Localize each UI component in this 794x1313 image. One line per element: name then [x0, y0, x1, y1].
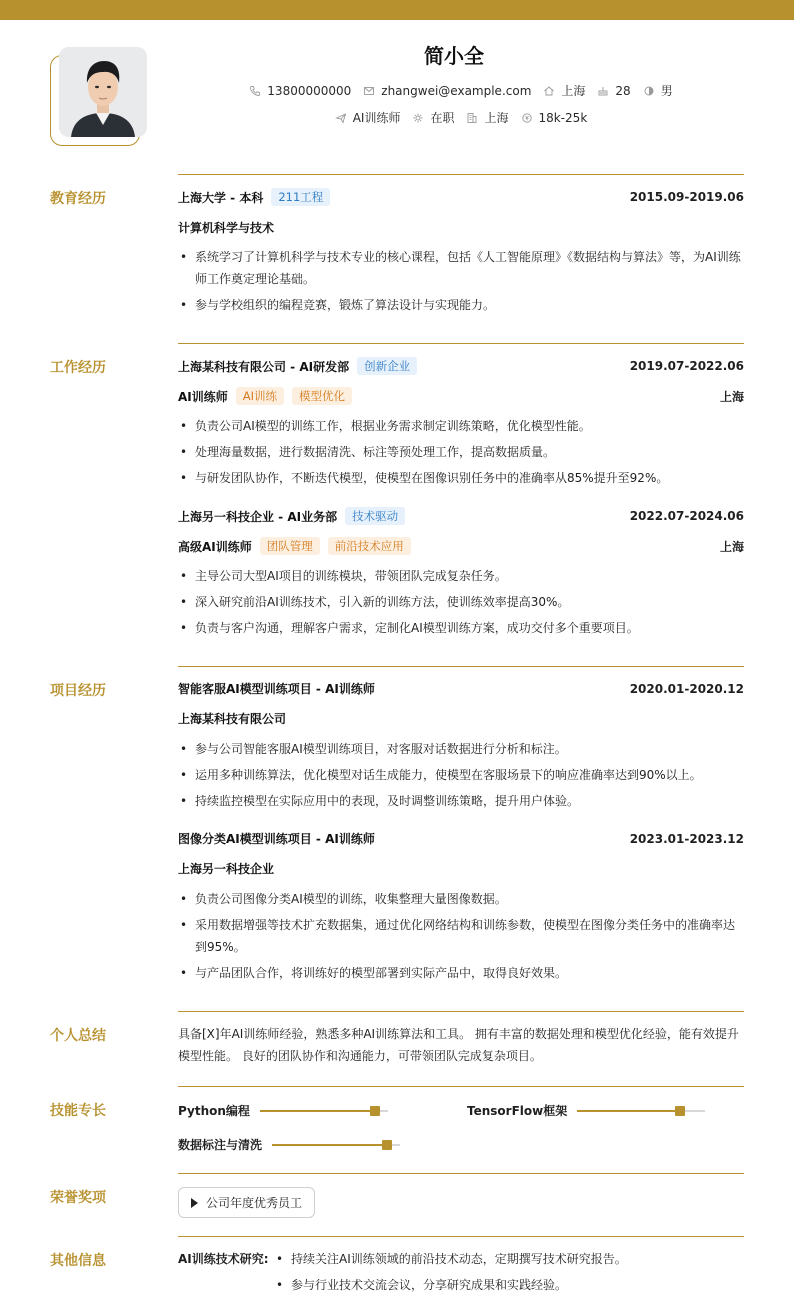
work-date: 2019.07-2022.06	[629, 359, 744, 373]
target-city-text: 上海	[484, 111, 509, 125]
other-section-title: 其他信息	[50, 1253, 106, 1269]
project-header	[178, 680, 744, 697]
project-company: 上海某科技有限公司	[178, 712, 287, 726]
other-bullet: • 持续关注AI训练领域的前沿技术动态，定期撰写技术研究报告。	[274, 1248, 627, 1270]
mail-icon	[363, 85, 375, 97]
project-bullet: • 运用多种训练算法，优化模型对话生成能力，使模型在客服场景下的响应准确率达到90%以上。	[178, 764, 744, 786]
status-item	[412, 109, 454, 126]
education-header	[178, 188, 744, 206]
email-item	[363, 84, 531, 98]
other-bullet: • 参与行业技术交流会议，分享研究成果和实践经验。	[274, 1274, 567, 1296]
work-city: 上海	[719, 389, 744, 404]
project-title: 智能客服AI模型训练项目 - AI训练师	[178, 682, 375, 696]
award-item[interactable]	[178, 1187, 315, 1218]
project-company: 上海另一科技企业	[178, 862, 275, 876]
job-row	[178, 109, 744, 126]
work-section-title: 工作经历	[50, 360, 106, 376]
phone-text: 13800000000	[267, 83, 352, 98]
role-title: AI训练师	[178, 389, 228, 404]
other-label: AI训练技术研究:	[178, 1252, 269, 1266]
email-text: zhangwei@example.com	[381, 83, 532, 98]
work-bullet: • 负责公司AI模型的训练工作，根据业务需求制定训练策略，优化模型性能。	[178, 415, 744, 437]
send-icon	[335, 112, 347, 124]
contact-row	[178, 82, 744, 99]
project-bullet: • 参与公司智能客服AI模型训练项目，对客服对话数据进行分析和标注。	[178, 738, 744, 760]
school-tag: 211工程	[271, 188, 330, 206]
work-bullet: • 深入研究前沿AI训练技术，引入新的训练方法，使训练效率提高30%。	[178, 591, 744, 613]
gear-icon	[412, 112, 424, 124]
job-title-text: AI训练师	[352, 111, 401, 125]
education-divider	[178, 174, 744, 175]
building-icon	[466, 112, 478, 124]
location-item	[543, 82, 585, 99]
skill-item	[178, 1136, 400, 1153]
cake-icon	[597, 85, 609, 97]
education-section-title: 教育经历	[50, 191, 106, 207]
skill-bar-fill	[577, 1110, 679, 1112]
work-date: 2022.07-2024.06	[629, 509, 744, 523]
work-bullet: • 负责与客户沟通，理解客户需求，定制化AI模型训练方案，成功交付多个重要项目。	[178, 617, 744, 639]
skills-section-title: 技能专长	[50, 1103, 106, 1119]
work-bullet: • 主导公司大型AI项目的训练模块，带领团队完成复杂任务。	[178, 565, 744, 587]
work-role-row	[178, 387, 744, 405]
project-date: 2023.01-2023.12	[629, 831, 744, 846]
salary-item	[521, 111, 588, 125]
role-tag: 前沿技术应用	[328, 537, 411, 555]
awards-section-title: 荣誉奖项	[50, 1190, 106, 1206]
project-bullet: • 采用数据增强等技术扩充数据集，通过优化网络结构和训练参数，使模型在图像分类任务中的准确率达到95%。	[178, 914, 744, 958]
top-accent-bar	[0, 0, 794, 20]
skill-bar-fill	[260, 1110, 375, 1112]
skill-item	[178, 1102, 388, 1119]
major-row	[178, 219, 744, 236]
awards-divider	[178, 1173, 744, 1174]
home-icon	[543, 85, 555, 97]
skills-divider	[178, 1086, 744, 1087]
gender-item	[643, 82, 673, 99]
skill-name: TensorFlow框架	[467, 1104, 568, 1118]
skill-bar-knob	[675, 1106, 685, 1116]
candidate-name: 简小全	[424, 44, 484, 68]
project-date: 2020.01-2020.12	[629, 681, 744, 696]
gender-text: 男	[660, 84, 673, 98]
project-title: 图像分类AI模型训练项目 - AI训练师	[178, 832, 375, 846]
work-bullet: • 与研发团队协作，不断迭代模型，使模型在图像识别任务中的准确率从85%提升至92%。	[178, 467, 744, 489]
work-divider	[178, 343, 744, 344]
phone-icon	[249, 85, 261, 97]
project-company-row	[178, 710, 744, 727]
other-divider	[178, 1236, 744, 1237]
project-bullet: • 与产品团队合作，将训练好的模型部署到实际产品中，取得良好效果。	[178, 962, 744, 984]
role-tag: 模型优化	[292, 387, 352, 405]
award-name: 公司年度优秀员工	[206, 1196, 303, 1210]
project-header	[178, 830, 744, 847]
skill-bar-fill	[272, 1144, 387, 1146]
projects-divider	[178, 666, 744, 667]
phone-item	[249, 84, 351, 98]
skill-name: 数据标注与清洗	[178, 1138, 263, 1152]
work-header	[178, 507, 744, 525]
school-name: 上海大学 - 本科	[178, 190, 264, 205]
location-text: 上海	[561, 84, 586, 98]
status-text: 在职	[430, 111, 455, 125]
project-bullet: • 负责公司图像分类AI模型的训练，收集整理大量图像数据。	[178, 888, 744, 910]
company-name: 上海某科技有限公司 - AI研发部	[178, 359, 350, 374]
education-bullet: • 系统学习了计算机科学与技术专业的核心课程，包括《人工智能原理》《数据结构与算法》等，为AI训练师工作奠定理论基础。	[178, 246, 744, 290]
company-name: 上海另一科技企业 - AI业务部	[178, 509, 338, 524]
skill-bar	[577, 1110, 705, 1112]
target-city-item	[466, 109, 508, 126]
age-item	[597, 84, 630, 98]
skill-bar-knob	[382, 1140, 392, 1150]
summary-section-title: 个人总结	[50, 1028, 106, 1044]
skill-bar	[272, 1144, 400, 1146]
major: 计算机科学与技术	[178, 221, 275, 235]
work-bullet: • 处理海量数据，进行数据清洗、标注等预处理工作，提高数据质量。	[178, 441, 744, 463]
gender-icon	[643, 85, 655, 97]
skill-name: Python编程	[178, 1104, 250, 1118]
education-bullet: • 参与学校组织的编程竞赛，锻炼了算法设计与实现能力。	[178, 294, 744, 316]
summary-divider	[178, 1011, 744, 1012]
coin-icon	[521, 112, 533, 124]
age-text: 28	[615, 83, 631, 98]
work-header	[178, 357, 744, 375]
play-triangle-icon	[191, 1198, 198, 1208]
skill-bar-knob	[370, 1106, 380, 1116]
role-tag: 团队管理	[260, 537, 320, 555]
work-role-row	[178, 537, 744, 555]
project-bullet: • 持续监控模型在实际应用中的表现，及时调整训练策略，提升用户体验。	[178, 790, 744, 812]
education-date: 2015.09-2019.06	[629, 190, 744, 204]
role-tag: AI训练	[236, 387, 284, 405]
skill-item	[467, 1102, 705, 1119]
skill-bar	[260, 1110, 388, 1112]
project-company-row	[178, 860, 744, 877]
work-city: 上海	[719, 539, 744, 554]
company-tag: 创新企业	[357, 357, 417, 375]
role-title: 高级AI训练师	[178, 539, 252, 554]
company-tag: 技术驱动	[345, 507, 405, 525]
salary-text: 18k-25k	[538, 110, 588, 125]
summary-text: 具备[X]年AI训练师经验，熟悉多种AI训练算法和工具。 拥有丰富的数据处理和模型优化经验，能有效提升模型性能。 良好的团队协作和沟通能力，可带领团队完成复杂项目。	[178, 1027, 739, 1063]
projects-section-title: 项目经历	[50, 683, 106, 699]
job-title-item	[335, 109, 401, 126]
